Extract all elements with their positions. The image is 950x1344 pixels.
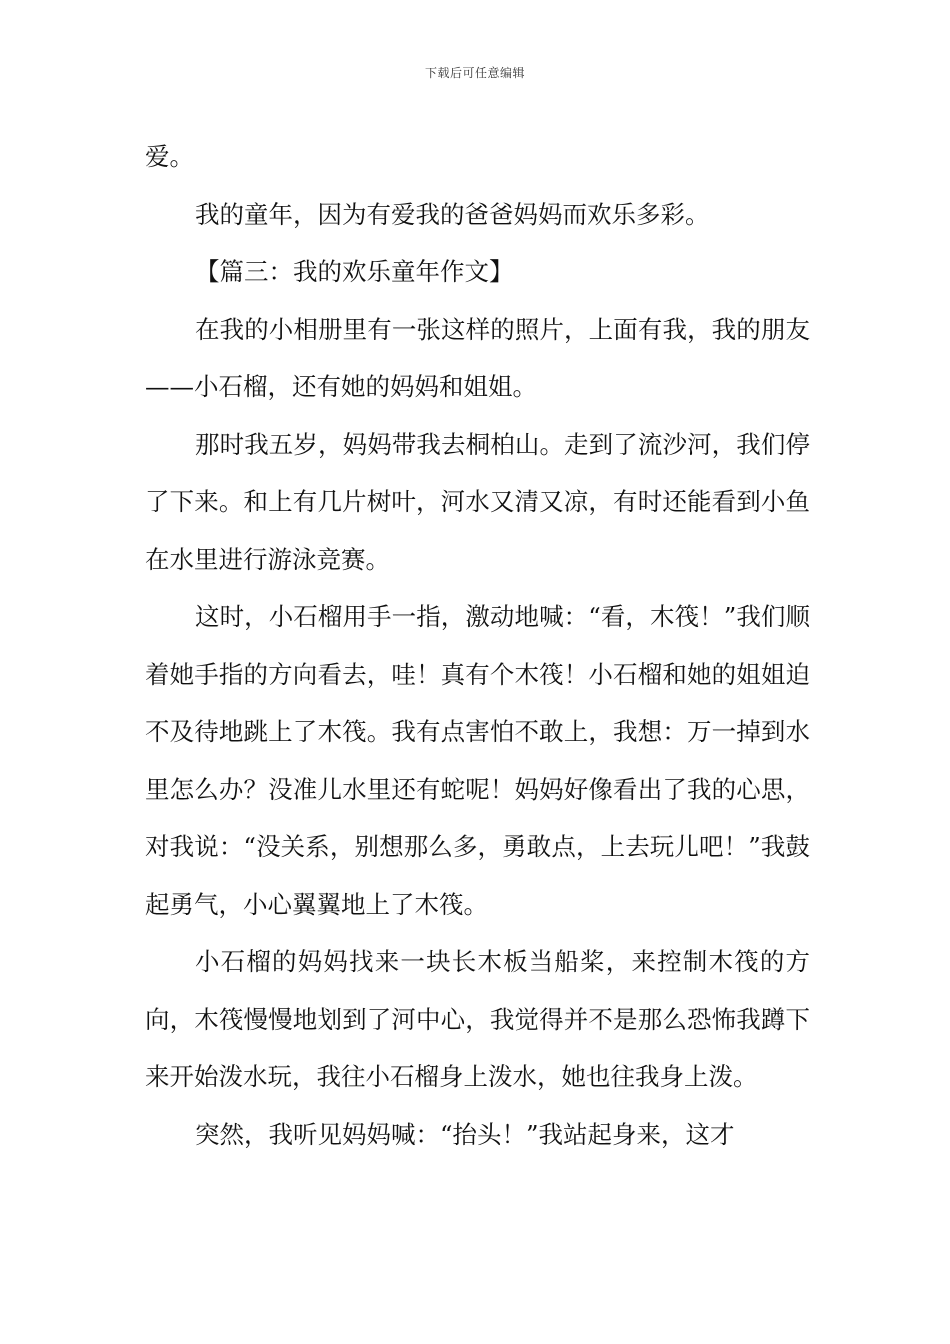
paragraph: 我的童年，因为有爱我的爸爸妈妈而欢乐多彩。 [195, 199, 710, 229]
document-body [145, 128, 810, 1163]
paragraph: 突然，我听见妈妈喊：“抬头！”我站起身来，这才 [195, 1119, 735, 1149]
page-header: 下载后可任意编辑 [424, 66, 525, 80]
paragraph: 在我的小相册里有一张这样的照片，上面有我，我的朋友——小石榴，还有她的妈妈和姐姐。 [145, 314, 810, 401]
section-heading: 【篇三：我的欢乐童年作文】 [195, 257, 514, 286]
paragraph: 这时，小石榴用手一指，激动地喊：“看，木筏！”我们顺着她手指的方向看去，哇！真有个木筏！小石榴和她的姐姐迫不及待地跳上了木筏。我有点害怕不敢上，我想：万一掉到水里怎么办？没准儿水里还有蛇呢！妈妈好像看出了我的心思，对我说：“没关系，别想那么多，勇敢点，上去玩儿吧！”我鼓起勇气，小心翼翼地上了木筏。 [145, 602, 810, 919]
paragraph: 那时我五岁，妈妈带我去桐柏山。走到了流沙河，我们停了下来。和上有几片树叶，河水又清又凉，有时还能看到小鱼在水里进行游泳竞赛。 [145, 429, 810, 574]
paragraph: 小石榴的妈妈找来一块长木板当船桨，来控制木筏的方向，木筏慢慢地划到了河中心，我觉得并不是那么恐怖我蹲下来开始泼水玩，我往小石榴身上泼水，她也往我身上泼。 [145, 947, 810, 1091]
paragraph-continuation: 爱。 [145, 142, 194, 171]
